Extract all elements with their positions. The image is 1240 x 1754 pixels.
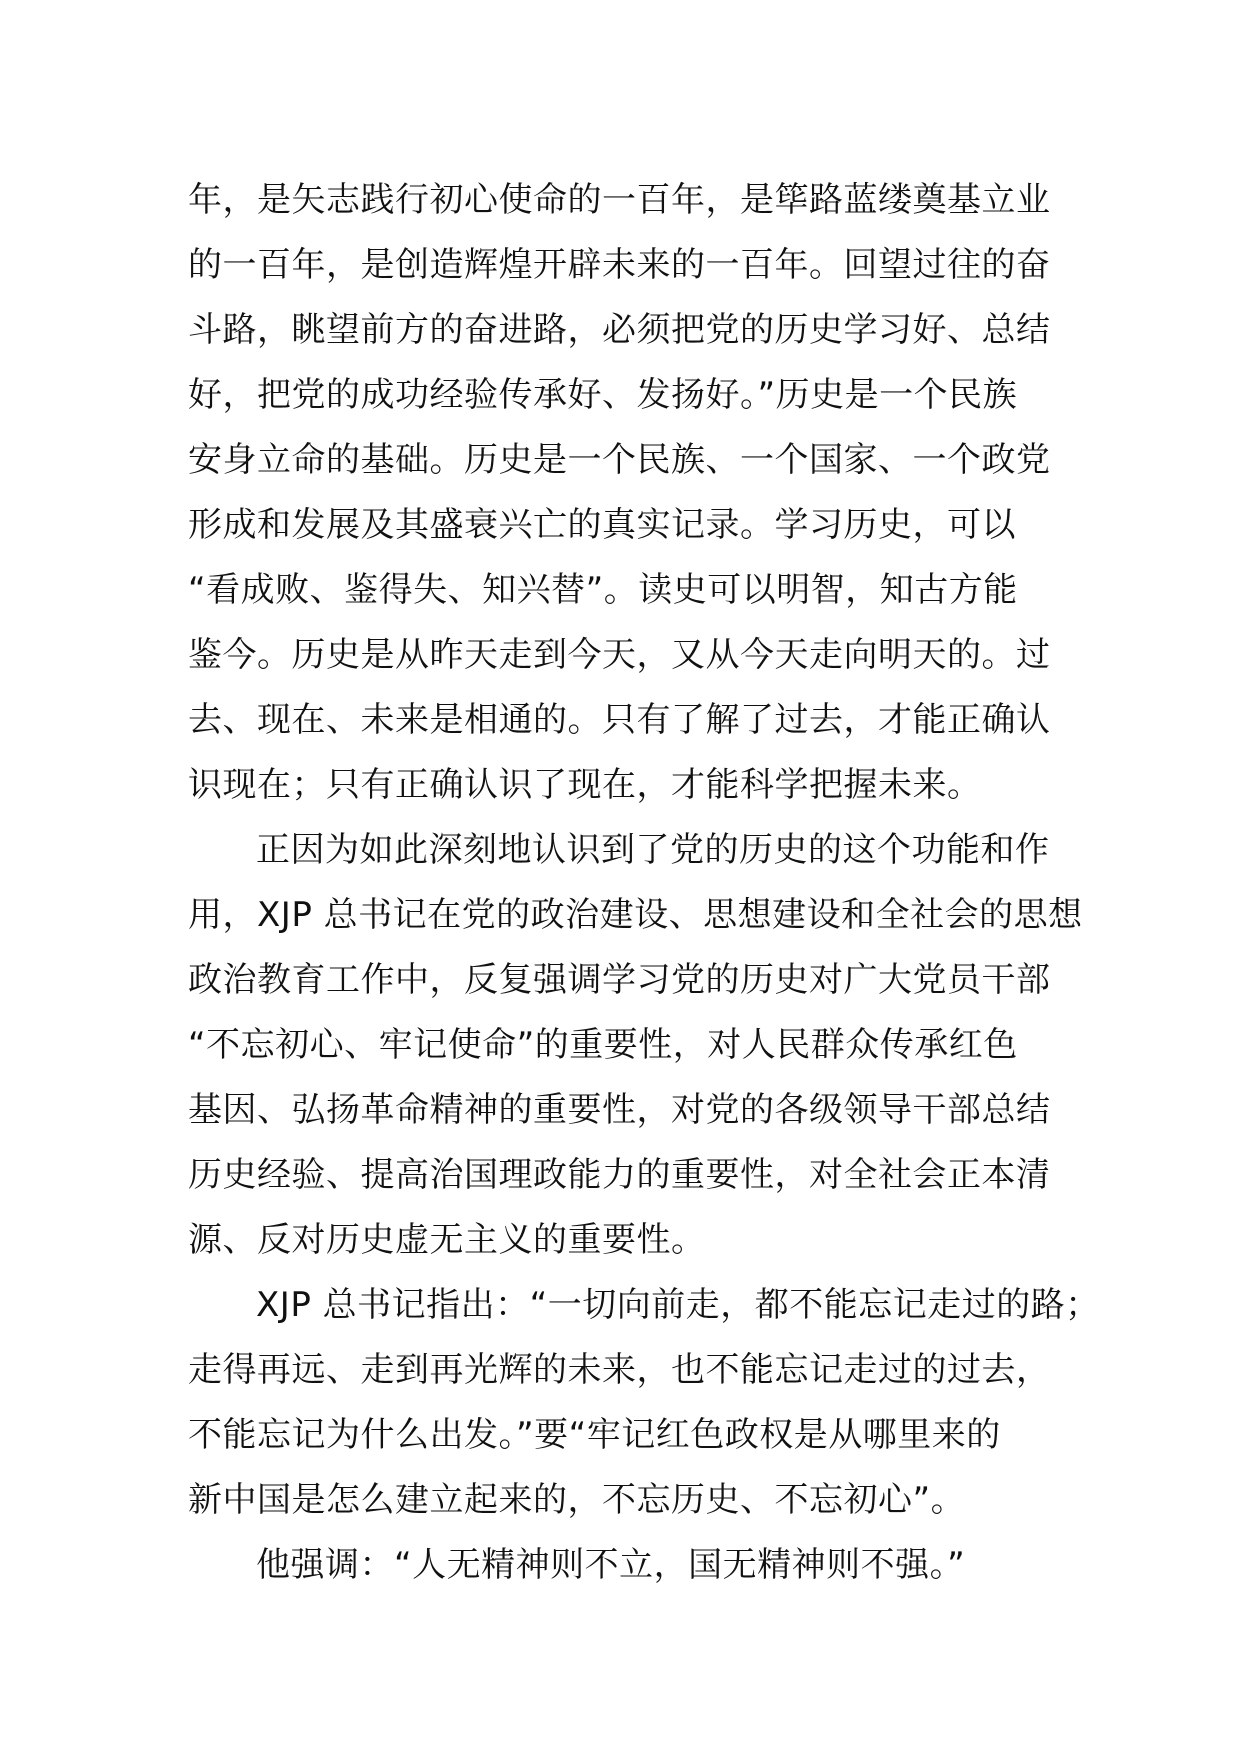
text-line: 识现在；只有正确认识了现在，才能科学把握未来。 [188, 765, 982, 805]
text-line: 新中国是怎么建立起来的，不忘历史、不忘初心”。 [188, 1480, 966, 1520]
text-line: 走得再远、走到再光辉的未来，也不能忘记走过的过去， [188, 1350, 1051, 1390]
text-line: 的一百年，是创造辉煌开辟未来的一百年。回望过往的奋 [188, 245, 1051, 285]
body-text [188, 168, 1100, 1598]
text-line: 正因为如此深刻地认识到了党的历史的这个功能和作 [256, 830, 1050, 870]
text-line: 鉴今。历史是从昨天走到今天，又从今天走向明天的。过 [188, 635, 1051, 675]
text-line: 历史经验、提高治国理政能力的重要性，对全社会正本清 [188, 1155, 1051, 1195]
text-line: 去、现在、未来是相通的。只有了解了过去，才能正确认 [188, 700, 1051, 740]
text-line: 形成和发展及其盛衰兴亡的真实记录。学习历史，可以 [188, 505, 1016, 545]
text-line: 好，把党的成功经验传承好、发扬好。”历史是一个民族 [188, 375, 1018, 415]
text-line: 政治教育工作中，反复强调学习党的历史对广大党员干部 [188, 960, 1051, 1000]
text-line: 年，是矢志践行初心使命的一百年，是筚路蓝缕奠基立业 [188, 180, 1051, 220]
text-line: “不忘初心、牢记使命”的重要性，对人民群众传承红色 [188, 1025, 1018, 1065]
text-line: 安身立命的基础。历史是一个民族、一个国家、一个政党 [188, 440, 1051, 480]
text-line: “看成败、鉴得失、知兴替”。读史可以明智，知古方能 [188, 570, 1018, 610]
text-line: 他强调：“人无精神则不立，国无精神则不强。” [256, 1545, 966, 1585]
text-line: 不能忘记为什么出发。”要“牢记红色政权是从哪里来的 [188, 1415, 1001, 1455]
text-line: 基因、弘扬革命精神的重要性，对党的各级领导干部总结 [188, 1090, 1051, 1130]
text-line: XJP 总书记指出：“一切向前走，都不能忘记走过的路； [256, 1285, 1100, 1325]
text-line: 源、反对历史虚无主义的重要性。 [188, 1220, 706, 1260]
text-line: 斗路，眺望前方的奋进路，必须把党的历史学习好、总结 [188, 310, 1051, 350]
text-line: 用，XJP 总书记在党的政治建设、思想建设和全社会的思想 [188, 895, 1083, 935]
